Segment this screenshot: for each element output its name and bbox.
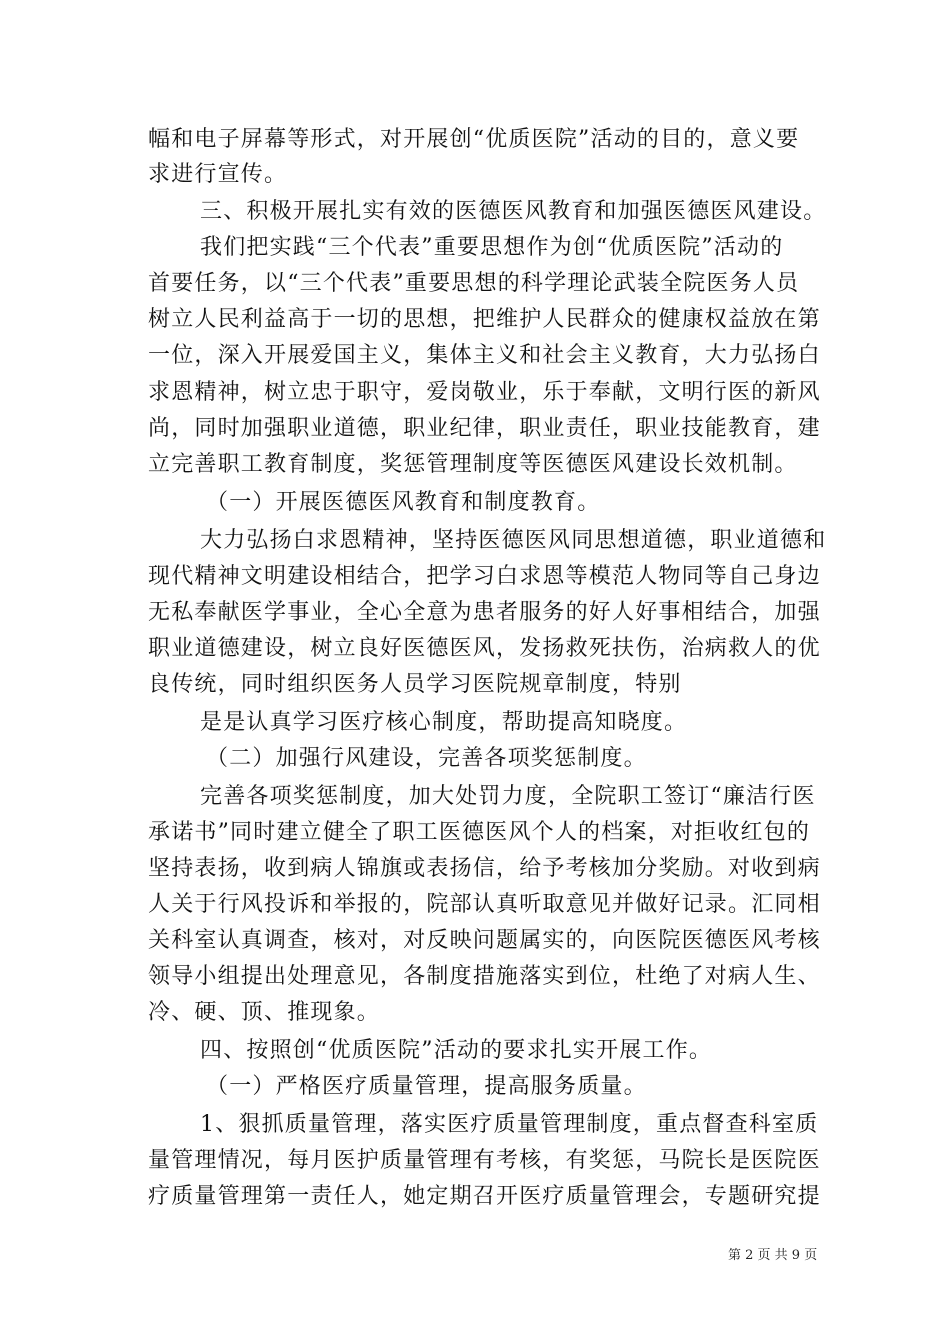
text-line: 量管理情况，每月医护质量管理有考核，有奖惩，马院长是医院医 (148, 1148, 821, 1173)
text-line: 幅和电子屏幕等形式，对开展创“优质医院”活动的目的，意义要 (148, 127, 800, 152)
text-line: 现代精神文明建设相结合，把学习白求恩等模范人物同等自己身边 (148, 564, 821, 589)
text-line: 人关于行风投诉和举报的，院部认真听取意见并做好记录。汇同相 (148, 892, 821, 917)
text-line: 是是认真学习医疗核心制度，帮助提高知晓度。 (200, 710, 688, 735)
subsection-heading: （一）开展医德医风教育和制度教育。 (206, 490, 601, 515)
section-heading: 四、按照创“优质医院”活动的要求扎实开展工作。 (200, 1038, 713, 1063)
text-line: 无私奉献医学事业，全心全意为患者服务的好人好事相结合，加强 (148, 600, 821, 625)
section-heading: 三、积极开展扎实有效的医德医风教育和加强医德医风建设。 (200, 199, 827, 224)
text-line: 一位，深入开展爱国主义，集体主义和社会主义教育，大力弘扬白 (148, 343, 821, 368)
text-line: 职业道德建设，树立良好医德医风，发扬救死扶伤，治病救人的优 (148, 636, 821, 661)
text-line: 良传统，同时组织医务人员学习医院规章制度，特别 (148, 672, 682, 697)
text-line: 承诺书”同时建立健全了职工医德医风个人的档案，对拒收红包的 (148, 820, 811, 845)
text-line: 求进行宣传。 (148, 162, 288, 187)
subsection-heading: （一）严格医疗质量管理，提高服务质量。 (206, 1074, 647, 1099)
text-line: 领导小组提出处理意见，各制度措施落实到位，杜绝了对病人生、 (148, 964, 821, 989)
text-line: 立完善职工教育制度，奖惩管理制度等医德医风建设长效机制。 (148, 452, 798, 477)
text-line: 关科室认真调查，核对，对反映问题属实的，向医院医德医风考核 (148, 928, 821, 953)
text-line: 疗质量管理第一责任人，她定期召开医疗质量管理会，专题研究提 (148, 1184, 821, 1209)
text-line: 求恩精神，树立忠于职守，爱岗敬业，乐于奉献，文明行医的新风 (148, 380, 821, 405)
subsection-heading: （二）加强行风建设，完善各项奖惩制度。 (206, 746, 647, 771)
text-line: 尚，同时加强职业道德，职业纪律，职业责任，职业技能教育，建 (148, 416, 821, 441)
page-footer: 第 2 页 共 9 页 (728, 1248, 818, 1263)
text-line: 冷、硬、顶、推现象。 (148, 1000, 381, 1025)
text-line: 树立人民利益高于一切的思想，把维护人民群众的健康权益放在第 (148, 307, 821, 332)
text-line: 我们把实践“三个代表”重要思想作为创“优质医院”活动的 (200, 235, 784, 260)
text-line: 大力弘扬白求恩精神，坚持医德医风同思想道德，职业道德和 (200, 528, 827, 553)
text-line: 坚持表扬，收到病人锦旗或表扬信，给予考核加分奖励。对收到病 (148, 856, 821, 881)
text-line: 1、狠抓质量管理，落实医疗质量管理制度，重点督查科室质 (200, 1112, 819, 1137)
text-line: 完善各项奖惩制度，加大处罚力度，全院职工签订“廉洁行医 (200, 784, 816, 809)
text-line: 首要任务，以“三个代表”重要思想的科学理论武装全院医务人员 (148, 271, 800, 296)
